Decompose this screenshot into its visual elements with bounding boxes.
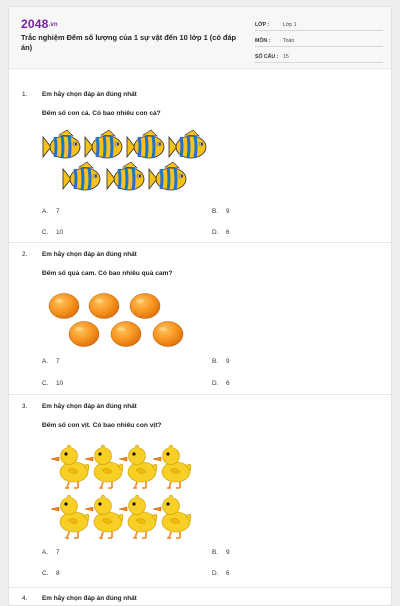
fish-icon	[169, 131, 205, 159]
duck-image	[37, 439, 237, 539]
meta-count-label: SỐ CÂU :	[255, 54, 279, 60]
duck-icon	[153, 493, 189, 539]
duck-icon	[119, 493, 155, 539]
question-number: 2.	[22, 251, 28, 258]
option-a[interactable]: A. 7	[42, 208, 60, 215]
option-a[interactable]: A. 7	[42, 549, 60, 556]
question-divider	[9, 394, 392, 395]
question-3	[9, 403, 392, 583]
meta-class-label: LỚP :	[255, 22, 270, 28]
duck-icon	[85, 493, 121, 539]
option-d[interactable]: D. 6	[212, 229, 230, 236]
meta-subject-label: MÔN :	[255, 38, 271, 44]
meta-info	[255, 17, 383, 65]
question-number: 1.	[22, 91, 28, 98]
fish-icon	[43, 131, 79, 159]
question-header	[22, 251, 137, 258]
question-header	[22, 403, 137, 410]
question-2	[9, 251, 392, 396]
question-instruction: Em hãy chọn đáp án đúng nhất	[42, 251, 137, 258]
fish-icon	[107, 163, 143, 191]
question-text: Đếm số quả cam. Có bao nhiêu quả cam?	[42, 270, 173, 277]
meta-count-value: 15	[283, 54, 289, 60]
option-c[interactable]: C. 8	[42, 570, 60, 577]
question-text: Đếm số con cá. Có bao nhiêu con cá?	[42, 110, 161, 117]
fish-icon	[149, 163, 185, 191]
question-divider	[9, 587, 392, 588]
question-4	[9, 595, 392, 606]
option-b[interactable]: B. 9	[212, 358, 230, 365]
meta-subject-row	[255, 33, 383, 47]
meta-count-row	[255, 49, 383, 63]
fish-icon	[63, 163, 99, 191]
orange-icon	[49, 293, 81, 321]
orange-icon	[89, 293, 121, 321]
option-a[interactable]: A. 7	[42, 358, 60, 365]
question-header	[22, 595, 137, 602]
option-c[interactable]: C. 10	[42, 229, 64, 236]
question-header	[22, 91, 137, 98]
duck-icon	[51, 443, 87, 489]
duck-icon	[85, 443, 121, 489]
duck-icon	[51, 493, 87, 539]
meta-class-row	[255, 17, 383, 31]
page-title: Trắc nghiệm Đếm số lượng của 1 sự vật đến 10 lớp 1 (có đáp án)	[21, 33, 237, 52]
question-number: 3.	[22, 403, 28, 410]
fish-icon	[85, 131, 121, 159]
question-instruction: Em hãy chọn đáp án đúng nhất	[42, 403, 137, 410]
site-logo[interactable]	[21, 17, 58, 31]
option-d[interactable]: D. 6	[212, 570, 230, 577]
option-d[interactable]: D. 6	[212, 380, 230, 387]
question-instruction: Em hãy chọn đáp án đúng nhất	[42, 595, 137, 602]
orange-icon	[69, 321, 101, 349]
question-divider	[9, 242, 392, 243]
worksheet	[8, 6, 392, 606]
option-c[interactable]: C. 10	[42, 380, 64, 387]
logo-number: 2048	[21, 17, 49, 31]
logo-suffix: .vn	[48, 22, 58, 28]
orange-icon	[130, 293, 162, 321]
question-text: Đếm số con vịt. Có bao nhiêu con vịt?	[42, 422, 162, 429]
meta-subject-value: Toán	[283, 38, 295, 44]
question-instruction: Em hãy chọn đáp án đúng nhất	[42, 91, 137, 98]
fish-icon	[127, 131, 163, 159]
orange-icon	[153, 321, 185, 349]
question-1	[9, 91, 392, 241]
duck-icon	[119, 443, 155, 489]
orange-image	[37, 287, 237, 357]
meta-class-value: Lớp 1	[283, 22, 297, 28]
option-b[interactable]: B. 9	[212, 549, 230, 556]
duck-icon	[153, 443, 189, 489]
question-number: 4.	[22, 595, 28, 602]
fish-image	[37, 123, 237, 193]
worksheet-header	[9, 7, 392, 69]
orange-icon	[111, 321, 143, 349]
option-b[interactable]: B. 9	[212, 208, 230, 215]
